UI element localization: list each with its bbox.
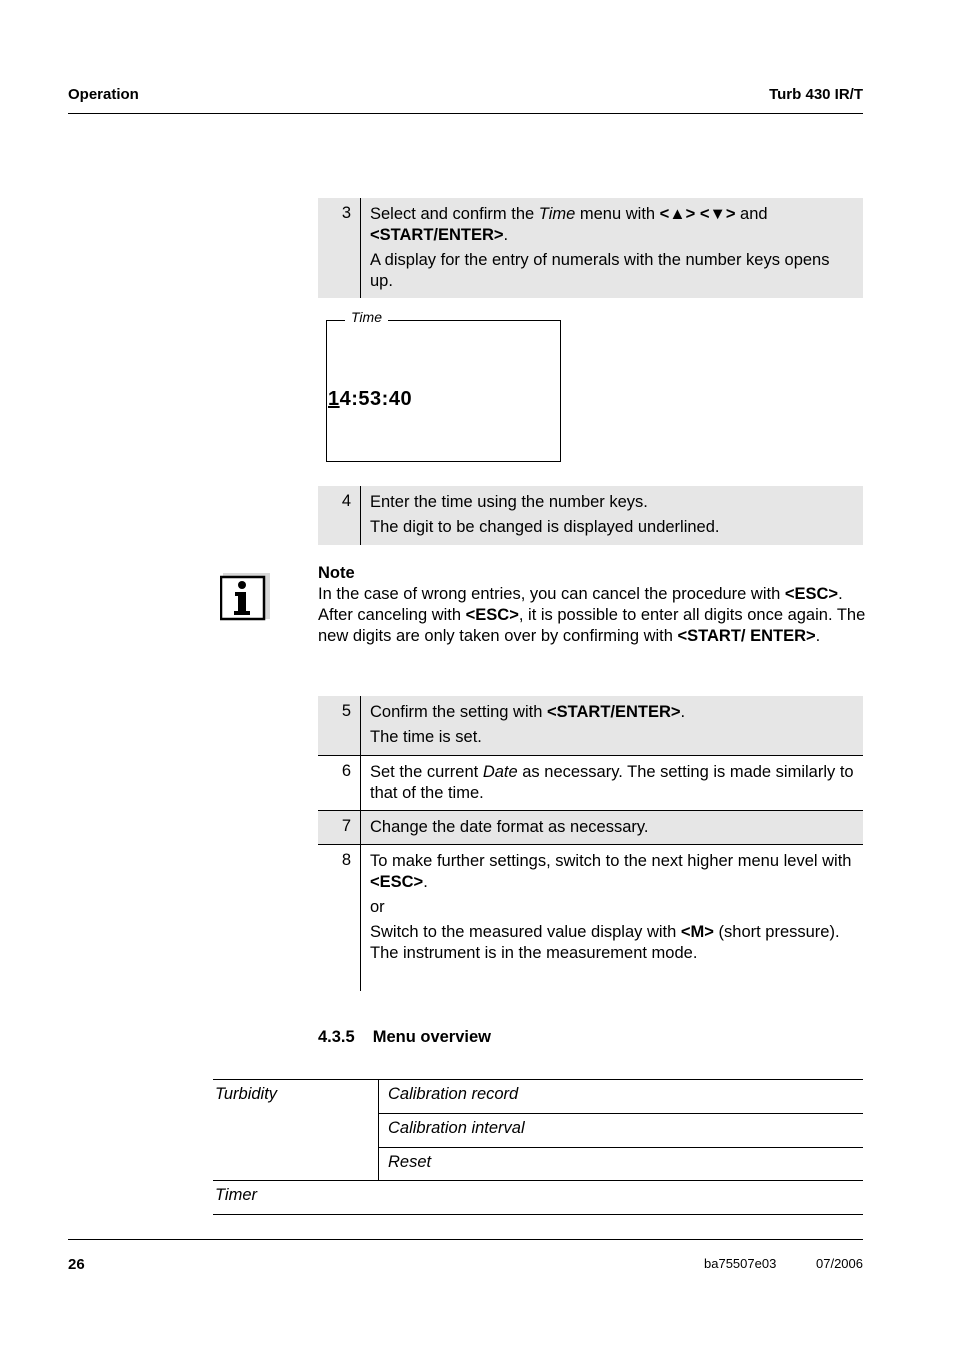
table-row-rule: [378, 1113, 863, 1114]
step-4: [318, 486, 863, 545]
step-text: [361, 486, 863, 545]
header-product-name: Turb 430 IR/T: [769, 86, 863, 103]
text: as necessary. The setting is made similarly to that of the time.: [370, 763, 854, 802]
text: .: [815, 627, 821, 645]
arrow-keys: <▲> <▼>: [659, 205, 736, 223]
step-text: [361, 811, 863, 845]
text: To make further settings, switch to the next higher menu level with: [370, 852, 852, 870]
text: .: [423, 873, 428, 891]
step-3: [318, 198, 863, 298]
display-label: Time: [345, 309, 388, 325]
text: menu with: [575, 205, 660, 223]
display-time-value: [328, 388, 412, 411]
menu-group-timer: Timer: [215, 1186, 258, 1204]
text: .: [503, 226, 509, 244]
step-text: [361, 756, 863, 811]
info-icon: [220, 573, 270, 621]
menu-item: Calibration record: [388, 1085, 519, 1103]
step-text: [361, 198, 863, 298]
step-instruction: Enter the time using the number keys.: [370, 493, 648, 511]
document-id: ba75507e03: [704, 1256, 777, 1271]
key-esc: <ESC>: [370, 873, 424, 891]
note-title: Note: [318, 564, 355, 582]
key-esc: <ESC>: [784, 585, 839, 603]
text: and: [735, 205, 768, 223]
step-8: [318, 844, 863, 991]
text: Confirm the setting with: [370, 703, 547, 721]
text: , it is possible to enter all digits once again. The new digits are only taken over by confirming with: [318, 606, 866, 645]
step-number: 3: [318, 198, 361, 298]
text: In the case of wrong entries, you can cancel the procedure with: [318, 585, 785, 603]
note-text: [318, 584, 868, 647]
section-heading: [318, 1028, 491, 1047]
text: Switch to the measured value display with: [370, 923, 681, 941]
menu-name: Date: [482, 763, 518, 781]
or-text: or: [370, 898, 385, 916]
text: .: [680, 703, 686, 721]
step-number: 8: [318, 845, 361, 991]
step-number: 4: [318, 486, 361, 545]
step-text: [361, 696, 863, 755]
header-rule: [68, 113, 863, 114]
text: Set the current: [370, 763, 483, 781]
table-column-divider: [378, 1079, 379, 1180]
key-start-enter: <START/ENTER>: [547, 703, 681, 721]
key-start-enter: <START/ ENTER>: [677, 627, 816, 645]
page-number: 26: [68, 1256, 85, 1273]
section-title: Menu overview: [372, 1028, 491, 1046]
text: (short pressure).: [713, 923, 840, 941]
menu-item: Calibration interval: [388, 1119, 525, 1137]
key-start-enter: <START/ENTER>: [370, 226, 504, 244]
step-text: [361, 845, 863, 991]
table-row-rule: [213, 1180, 863, 1181]
step-description: A display for the entry of numerals with the number keys opens up.: [370, 251, 830, 290]
table-bottom-rule: [213, 1214, 863, 1215]
key-m: <M>: [680, 923, 714, 941]
underlined-digit: 1: [328, 388, 340, 410]
section-number: 4.3.5: [318, 1028, 355, 1046]
time-digits: 4:53:40: [339, 388, 413, 410]
menu-name: Time: [538, 205, 576, 223]
document-date: 07/2006: [816, 1256, 863, 1271]
step-number: 5: [318, 696, 361, 755]
step-description: The digit to be changed is displayed underlined.: [370, 518, 720, 536]
step-number: 6: [318, 756, 361, 811]
step-5: [318, 696, 863, 755]
table-top-rule: [213, 1079, 863, 1080]
note-block: [318, 563, 868, 647]
header-section-title: Operation: [68, 86, 139, 103]
step-number: 7: [318, 811, 361, 845]
step-description: The time is set.: [370, 728, 482, 746]
menu-item: Reset: [388, 1153, 432, 1171]
step-6: [318, 755, 863, 811]
footer-rule: [68, 1239, 863, 1240]
step-7: [318, 810, 863, 845]
text: Select and confirm the: [370, 205, 539, 223]
step-instruction: Change the date format as necessary.: [370, 818, 649, 836]
table-row-rule: [378, 1147, 863, 1148]
text: The instrument is in the measurement mode.: [370, 944, 698, 962]
menu-group-turbidity: Turbidity: [215, 1085, 278, 1103]
key-esc: <ESC>: [465, 606, 519, 624]
text: . After canceling with: [318, 585, 843, 624]
